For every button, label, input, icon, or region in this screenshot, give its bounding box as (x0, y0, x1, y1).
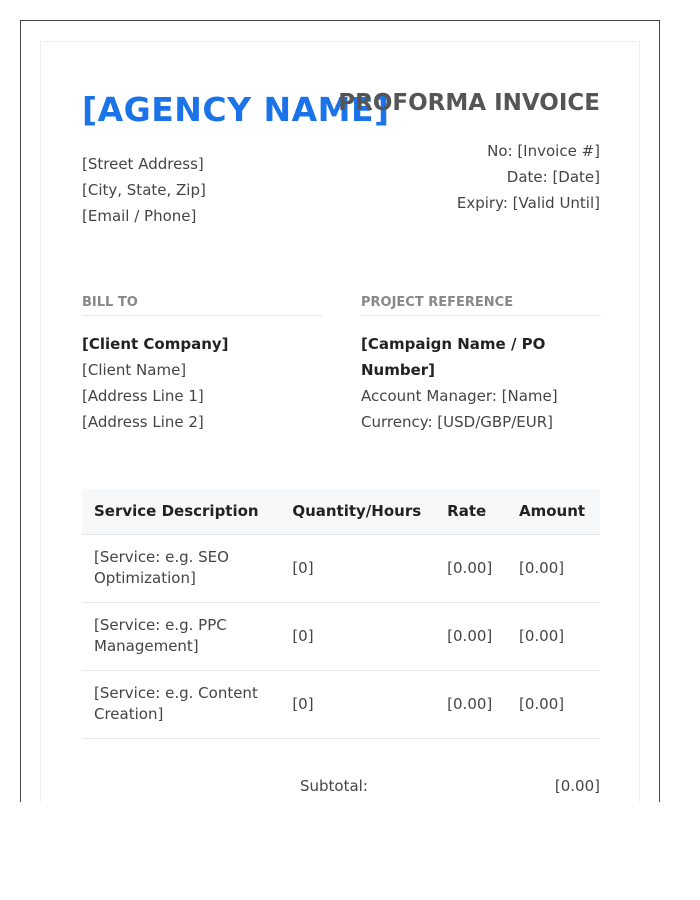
address-contact: [Email / Phone] (82, 207, 197, 225)
col-quantity-hours: Quantity/Hours (280, 489, 435, 534)
address-street: [Street Address] (82, 155, 204, 173)
quantity-cell: [0] (280, 602, 435, 670)
table-header-row (82, 489, 600, 534)
invoice-number: No: [Invoice #] (487, 142, 600, 160)
client-address-line-1: [Address Line 1] (82, 387, 204, 405)
agency-name: [AGENCY NAME] (82, 90, 390, 129)
amount-cell: [0.00] (507, 602, 600, 670)
campaign-name: [Campaign Name / PO Number] (361, 335, 546, 379)
subtotal-value: [0.00] (554, 777, 600, 795)
project-reference-heading: PROJECT REFERENCE (361, 294, 601, 316)
agency-address (82, 151, 206, 229)
service-description-cell: [Service: e.g. SEO Optimization] (82, 534, 280, 602)
client-name: [Client Name] (82, 361, 187, 379)
invoice-expiry: Expiry: [Valid Until] (456, 194, 600, 212)
table-row (82, 670, 600, 738)
client-address-line-2: [Address Line 2] (82, 413, 204, 431)
service-description-cell: [Service: e.g. Content Creation] (82, 670, 280, 738)
subtotal-label: Subtotal: (300, 777, 368, 795)
rate-cell: [0.00] (435, 670, 507, 738)
amount-cell: [0.00] (507, 670, 600, 738)
account-manager: Account Manager: [Name] (361, 387, 558, 405)
service-description-cell: [Service: e.g. PPC Management] (82, 602, 280, 670)
document-title: PROFORMA INVOICE (338, 90, 600, 116)
quantity-cell: [0] (280, 670, 435, 738)
bill-to-heading: BILL TO (82, 294, 322, 316)
invoice-date: Date: [Date] (506, 168, 600, 186)
col-service-description: Service Description (82, 489, 280, 534)
table-row (82, 534, 600, 602)
amount-cell: [0.00] (507, 534, 600, 602)
project-reference-block (361, 331, 591, 435)
quantity-cell: [0] (280, 534, 435, 602)
bill-to-block (82, 331, 322, 435)
rate-cell: [0.00] (435, 602, 507, 670)
rate-cell: [0.00] (435, 534, 507, 602)
col-rate: Rate (435, 489, 507, 534)
col-amount: Amount (507, 489, 600, 534)
table-row (82, 602, 600, 670)
address-city: [City, State, Zip] (82, 181, 206, 199)
services-table (82, 489, 600, 739)
currency: Currency: [USD/GBP/EUR] (361, 413, 554, 431)
invoice-meta (457, 138, 600, 216)
client-company: [Client Company] (82, 335, 229, 353)
